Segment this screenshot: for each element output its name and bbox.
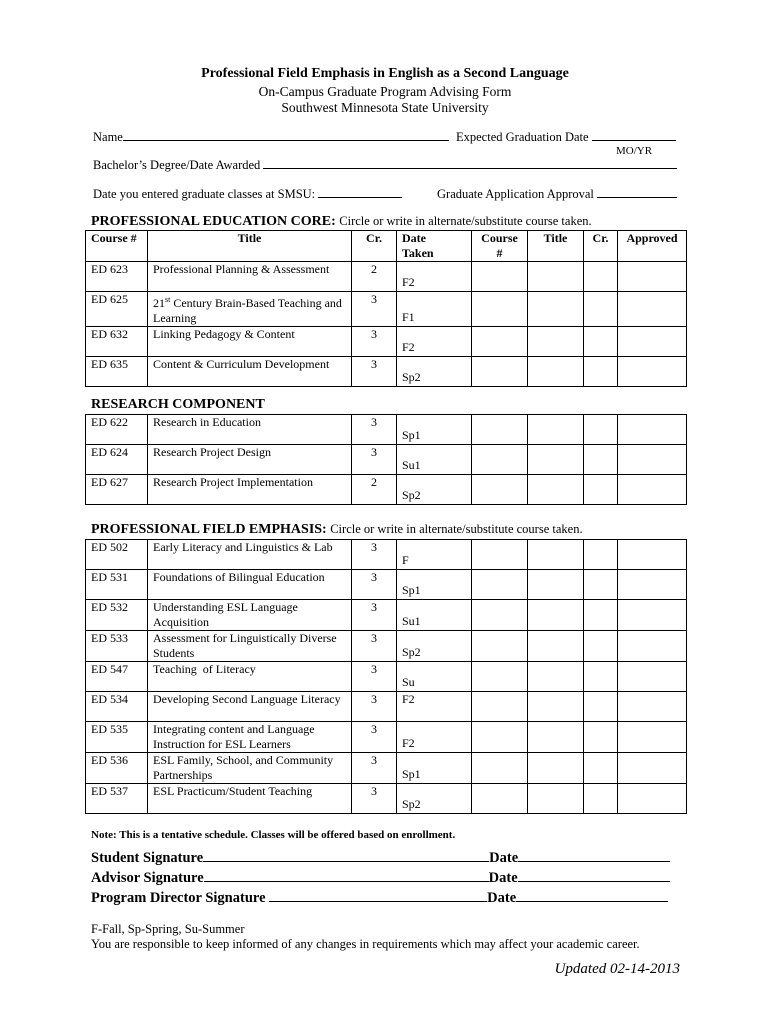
table-row bbox=[86, 445, 687, 475]
header-alt-course-number bbox=[472, 231, 528, 262]
course-number: ED 622 bbox=[86, 415, 148, 445]
term-cell bbox=[397, 415, 472, 445]
research-table bbox=[85, 414, 687, 505]
alt-title-cell[interactable] bbox=[528, 415, 584, 445]
approved-cell[interactable] bbox=[618, 722, 687, 753]
research-heading: RESEARCH COMPONENT bbox=[91, 397, 265, 412]
mo-yr-hint: MO/YR bbox=[616, 145, 653, 157]
term-cell bbox=[397, 662, 472, 692]
course-number: ED 531 bbox=[86, 570, 148, 600]
alt-title-cell[interactable] bbox=[528, 631, 584, 662]
student-signature-label: Student Signature bbox=[91, 850, 204, 866]
term-offered: F2 bbox=[402, 692, 415, 706]
table-row bbox=[86, 692, 687, 722]
director-signature-label: Program Director Signature bbox=[91, 890, 266, 906]
course-credits: 3 bbox=[352, 662, 397, 692]
term-cell bbox=[397, 357, 472, 387]
header-alt-credits: Cr. bbox=[584, 231, 618, 262]
emphasis-heading-text: PROFESSIONAL FIELD EMPHASIS: bbox=[91, 522, 327, 537]
course-number: ED 627 bbox=[86, 475, 148, 505]
alt-credits-cell[interactable] bbox=[584, 475, 618, 505]
approved-cell[interactable] bbox=[618, 753, 687, 784]
student-signature-line bbox=[203, 848, 489, 862]
alt-title-cell[interactable] bbox=[528, 753, 584, 784]
application-approval-field[interactable] bbox=[437, 186, 677, 202]
alt-title-cell[interactable] bbox=[528, 475, 584, 505]
advisor-signature-label: Advisor Signature bbox=[91, 870, 204, 886]
term-offered: Su1 bbox=[402, 614, 421, 628]
director-date-line bbox=[516, 888, 668, 902]
approved-cell[interactable] bbox=[618, 292, 687, 327]
term-offered: F1 bbox=[402, 310, 415, 324]
term-offered: Sp2 bbox=[402, 488, 421, 502]
table-row bbox=[86, 292, 687, 327]
bachelor-degree-label: Bachelor’s Degree/Date Awarded bbox=[93, 158, 261, 172]
alt-credits-cell[interactable] bbox=[584, 692, 618, 722]
course-title: Research in Education bbox=[148, 415, 352, 445]
alt-course-cell[interactable] bbox=[472, 600, 528, 631]
course-credits: 2 bbox=[352, 475, 397, 505]
bachelor-degree-line bbox=[263, 157, 677, 169]
term-cell bbox=[397, 722, 472, 753]
course-credits: 3 bbox=[352, 692, 397, 722]
course-credits: 3 bbox=[352, 753, 397, 784]
course-title: Content & Curriculum Development bbox=[148, 357, 352, 387]
course-title: Developing Second Language Literacy bbox=[148, 692, 352, 722]
graduation-date-field[interactable] bbox=[456, 129, 676, 145]
core-heading bbox=[91, 214, 592, 230]
approved-cell[interactable] bbox=[618, 415, 687, 445]
term-offered: Su bbox=[402, 675, 415, 689]
term-offered: F2 bbox=[402, 736, 415, 750]
term-offered: Sp1 bbox=[402, 583, 421, 597]
alt-course-cell[interactable] bbox=[472, 722, 528, 753]
table-row bbox=[86, 540, 687, 570]
table-row bbox=[86, 570, 687, 600]
term-cell bbox=[397, 540, 472, 570]
course-credits: 2 bbox=[352, 262, 397, 292]
core-heading-text: PROFESSIONAL EDUCATION CORE: bbox=[91, 214, 336, 229]
course-credits: 3 bbox=[352, 784, 397, 814]
alt-credits-cell[interactable] bbox=[584, 662, 618, 692]
table-row bbox=[86, 753, 687, 784]
course-title bbox=[148, 292, 352, 327]
alt-credits-cell[interactable] bbox=[584, 445, 618, 475]
course-title-rest: Century Brain-Based Teaching and Learning bbox=[153, 296, 345, 325]
course-number: ED 624 bbox=[86, 445, 148, 475]
table-row bbox=[86, 784, 687, 814]
course-number: ED 536 bbox=[86, 753, 148, 784]
course-credits: 3 bbox=[352, 415, 397, 445]
course-credits: 3 bbox=[352, 600, 397, 631]
header-alt-title: Title bbox=[528, 231, 584, 262]
term-legend: F-Fall, Sp-Spring, Su-Summer bbox=[91, 922, 245, 936]
entered-date-line bbox=[318, 186, 402, 198]
course-title: ESL Family, School, and Community Partnerships bbox=[148, 753, 352, 784]
entered-date-label: Date you entered graduate classes at SMSU: bbox=[93, 187, 316, 201]
core-note: Circle or write in alternate/substitute course taken. bbox=[339, 214, 592, 228]
director-date-label: Date bbox=[487, 890, 517, 906]
advisor-signature-line bbox=[204, 868, 489, 882]
alt-course-cell[interactable] bbox=[472, 540, 528, 570]
alt-course-cell[interactable] bbox=[472, 692, 528, 722]
advisor-date-label: Date bbox=[488, 870, 518, 886]
alt-course-cell[interactable] bbox=[472, 327, 528, 357]
alt-credits-cell[interactable] bbox=[584, 753, 618, 784]
term-cell bbox=[397, 692, 472, 722]
course-title: Professional Planning & Assessment bbox=[148, 262, 352, 292]
term-cell bbox=[397, 753, 472, 784]
alt-course-cell[interactable] bbox=[472, 475, 528, 505]
advisor-signature-field[interactable] bbox=[91, 868, 670, 887]
table-row bbox=[86, 262, 687, 292]
form-subtitle: On-Campus Graduate Program Advising Form bbox=[258, 84, 512, 99]
director-signature-field[interactable] bbox=[91, 888, 668, 907]
course-credits: 3 bbox=[352, 357, 397, 387]
course-number: ED 535 bbox=[86, 722, 148, 753]
course-credits: 3 bbox=[352, 540, 397, 570]
course-credits: 3 bbox=[352, 445, 397, 475]
course-title: ESL Practicum/Student Teaching bbox=[148, 784, 352, 814]
alt-course-cell[interactable] bbox=[472, 662, 528, 692]
term-cell bbox=[397, 445, 472, 475]
course-title: Research Project Design bbox=[148, 445, 352, 475]
course-title: Foundations of Bilingual Education bbox=[148, 570, 352, 600]
course-credits: 3 bbox=[352, 327, 397, 357]
course-credits: 3 bbox=[352, 631, 397, 662]
alt-title-cell[interactable] bbox=[528, 292, 584, 327]
alt-credits-cell[interactable] bbox=[584, 722, 618, 753]
term-cell bbox=[397, 327, 472, 357]
alt-title-cell[interactable] bbox=[528, 570, 584, 600]
term-offered: Sp2 bbox=[402, 645, 421, 659]
approved-cell[interactable] bbox=[618, 540, 687, 570]
graduation-date-label: Expected Graduation Date bbox=[456, 130, 589, 144]
course-number: ED 502 bbox=[86, 540, 148, 570]
table-row bbox=[86, 475, 687, 505]
table-row bbox=[86, 600, 687, 631]
alt-course-cell[interactable] bbox=[472, 357, 528, 387]
course-number: ED 625 bbox=[86, 292, 148, 327]
term-offered: Sp2 bbox=[402, 370, 421, 384]
alt-credits-cell[interactable] bbox=[584, 292, 618, 327]
approved-cell[interactable] bbox=[618, 600, 687, 631]
application-approval-line bbox=[597, 186, 677, 198]
approved-cell[interactable] bbox=[618, 357, 687, 387]
header-alt-course-number-text: Course # bbox=[481, 231, 518, 260]
alt-credits-cell[interactable] bbox=[584, 357, 618, 387]
alt-credits-cell[interactable] bbox=[584, 262, 618, 292]
approved-cell[interactable] bbox=[618, 445, 687, 475]
approved-cell[interactable] bbox=[618, 692, 687, 722]
term-cell bbox=[397, 475, 472, 505]
course-number: ED 623 bbox=[86, 262, 148, 292]
approved-cell[interactable] bbox=[618, 631, 687, 662]
course-number: ED 635 bbox=[86, 357, 148, 387]
alt-course-cell[interactable] bbox=[472, 262, 528, 292]
director-signature-line bbox=[269, 888, 487, 902]
alt-credits-cell[interactable] bbox=[584, 631, 618, 662]
table-row bbox=[86, 631, 687, 662]
student-date-label: Date bbox=[489, 850, 519, 866]
header-date-taken-text: Date Taken bbox=[402, 231, 434, 260]
alt-course-cell[interactable] bbox=[472, 631, 528, 662]
course-number: ED 532 bbox=[86, 600, 148, 631]
approved-cell[interactable] bbox=[618, 784, 687, 814]
course-credits: 3 bbox=[352, 292, 397, 327]
approved-cell[interactable] bbox=[618, 662, 687, 692]
alt-course-cell[interactable] bbox=[472, 570, 528, 600]
approved-cell[interactable] bbox=[618, 327, 687, 357]
term-offered: F bbox=[402, 553, 409, 567]
term-offered: Sp1 bbox=[402, 428, 421, 442]
header-date-taken bbox=[397, 231, 472, 262]
course-title: Teaching of Literacy bbox=[148, 662, 352, 692]
term-cell bbox=[397, 631, 472, 662]
core-header-row bbox=[86, 231, 687, 262]
alt-course-cell[interactable] bbox=[472, 445, 528, 475]
course-number: ED 632 bbox=[86, 327, 148, 357]
term-cell bbox=[397, 570, 472, 600]
alt-title-cell[interactable] bbox=[528, 327, 584, 357]
updated-date: Updated 02-14-2013 bbox=[554, 961, 680, 977]
responsibility-note: You are responsible to keep informed of any changes in requirements which may affect your academic career. bbox=[91, 937, 640, 951]
header-credits: Cr. bbox=[352, 231, 397, 262]
alt-title-cell[interactable] bbox=[528, 445, 584, 475]
alt-course-cell[interactable] bbox=[472, 415, 528, 445]
alt-title-cell[interactable] bbox=[528, 692, 584, 722]
approved-cell[interactable] bbox=[618, 262, 687, 292]
course-number: ED 537 bbox=[86, 784, 148, 814]
core-table bbox=[85, 230, 687, 387]
term-offered: Su1 bbox=[402, 458, 421, 472]
schedule-note: Note: This is a tentative schedule. Classes will be offered based on enrollment. bbox=[91, 829, 456, 841]
course-title: Understanding ESL Language Acquisition bbox=[148, 600, 352, 631]
alt-title-cell[interactable] bbox=[528, 540, 584, 570]
entered-date-field[interactable] bbox=[93, 186, 402, 202]
course-credits: 3 bbox=[352, 722, 397, 753]
approved-cell[interactable] bbox=[618, 570, 687, 600]
term-cell bbox=[397, 784, 472, 814]
table-row bbox=[86, 327, 687, 357]
alt-title-cell[interactable] bbox=[528, 262, 584, 292]
course-title: Integrating content and Language Instruction for ESL Learners bbox=[148, 722, 352, 753]
alt-course-cell[interactable] bbox=[472, 292, 528, 327]
term-offered: Sp1 bbox=[402, 767, 421, 781]
alt-title-cell[interactable] bbox=[528, 662, 584, 692]
university-name: Southwest Minnesota State University bbox=[281, 100, 489, 115]
course-title: Early Literacy and Linguistics & Lab bbox=[148, 540, 352, 570]
course-number: ED 533 bbox=[86, 631, 148, 662]
course-credits: 3 bbox=[352, 570, 397, 600]
term-offered: F2 bbox=[402, 275, 415, 289]
alt-credits-cell[interactable] bbox=[584, 600, 618, 631]
application-approval-label: Graduate Application Approval bbox=[437, 187, 594, 201]
name-line bbox=[123, 129, 449, 141]
table-row bbox=[86, 357, 687, 387]
approved-cell[interactable] bbox=[618, 475, 687, 505]
alt-title-cell[interactable] bbox=[528, 600, 584, 631]
course-title-number: 21 bbox=[153, 296, 165, 310]
course-title: Linking Pedagogy & Content bbox=[148, 327, 352, 357]
term-offered: F2 bbox=[402, 340, 415, 354]
table-row bbox=[86, 415, 687, 445]
course-title: Assessment for Linguistically Diverse Students bbox=[148, 631, 352, 662]
course-title: Research Project Implementation bbox=[148, 475, 352, 505]
term-cell bbox=[397, 600, 472, 631]
term-cell bbox=[397, 292, 472, 327]
term-offered: Sp2 bbox=[402, 797, 421, 811]
alt-credits-cell[interactable] bbox=[584, 415, 618, 445]
course-title-ordinal: st bbox=[165, 295, 171, 304]
alt-course-cell[interactable] bbox=[472, 753, 528, 784]
alt-title-cell[interactable] bbox=[528, 722, 584, 753]
graduation-date-line bbox=[592, 129, 676, 141]
table-row bbox=[86, 722, 687, 753]
emphasis-note: Circle or write in alternate/substitute course taken. bbox=[330, 522, 583, 536]
header-approved: Approved bbox=[618, 231, 687, 262]
alt-title-cell[interactable] bbox=[528, 357, 584, 387]
bachelor-degree-field[interactable] bbox=[93, 157, 677, 173]
term-cell bbox=[397, 262, 472, 292]
name-field[interactable] bbox=[93, 129, 449, 145]
header-course-number: Course # bbox=[86, 231, 148, 262]
student-signature-field[interactable] bbox=[91, 848, 670, 867]
header-title: Title bbox=[148, 231, 352, 262]
alt-credits-cell[interactable] bbox=[584, 327, 618, 357]
advisor-date-line bbox=[518, 868, 670, 882]
form-title: Professional Field Emphasis in English as a Second Language bbox=[201, 66, 569, 81]
emphasis-heading bbox=[91, 522, 583, 538]
table-row bbox=[86, 662, 687, 692]
student-date-line bbox=[518, 848, 670, 862]
name-label: Name bbox=[93, 130, 123, 144]
emphasis-table bbox=[85, 539, 687, 814]
course-number: ED 547 bbox=[86, 662, 148, 692]
alt-course-cell[interactable] bbox=[472, 784, 528, 814]
alt-credits-cell[interactable] bbox=[584, 540, 618, 570]
alt-credits-cell[interactable] bbox=[584, 570, 618, 600]
alt-credits-cell[interactable] bbox=[584, 784, 618, 814]
alt-title-cell[interactable] bbox=[528, 784, 584, 814]
course-number: ED 534 bbox=[86, 692, 148, 722]
